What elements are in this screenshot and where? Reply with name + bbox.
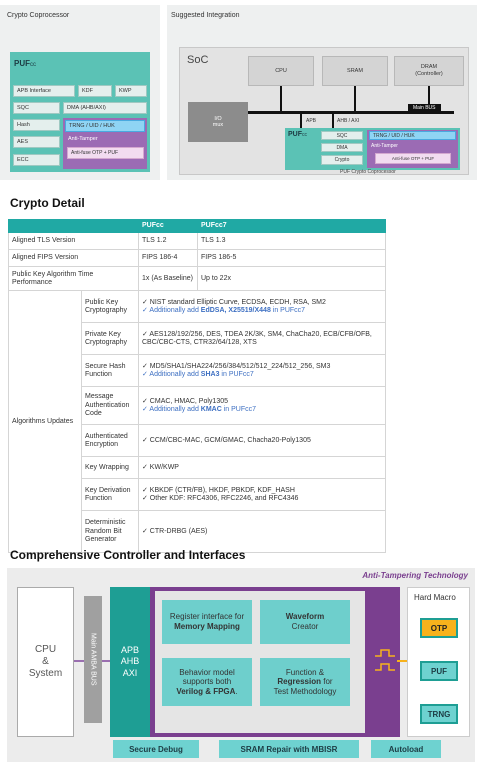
algo-text: ✓ KBKDF (CTR/FB), HKDF, PBKDF, KDF_HASH: [142, 486, 295, 494]
table-row: [9, 233, 386, 250]
algo-value: [139, 479, 386, 511]
table-row: [9, 291, 386, 323]
algo-label: Key Wrapping: [82, 457, 139, 479]
antifuse-box: Anti-fuse OTP + PUF: [67, 147, 144, 159]
row-label: Aligned FIPS Version: [9, 250, 139, 267]
algo-label: Key Derivation Function: [82, 479, 139, 511]
autoload-button: Autoload: [371, 740, 441, 758]
cpu-box: CPU: [248, 56, 314, 86]
trng-box: TRNG / UID / HUK: [65, 120, 145, 132]
controller-diagram: [7, 568, 475, 762]
table-row: [9, 250, 386, 267]
algo-value: [139, 323, 386, 355]
algo-label: Public Key Cryptography: [82, 291, 139, 323]
soc-trng-box: TRNG / UID / HUK: [369, 131, 456, 140]
dashed-link-bus: [102, 660, 110, 662]
algo-value: [139, 457, 386, 479]
algo-label: Deterministic Random Bit Generator: [82, 511, 139, 553]
behavior-model-box: Behavior model supports both Verilog & FPGA.: [162, 658, 252, 706]
sram-repair-button: SRAM Repair with MBISR: [219, 740, 359, 758]
algo-text: ✓ CMAC, HMAC, Poly1305: [142, 397, 228, 405]
row-value-pufcc: 1x (As Baseline): [139, 267, 198, 291]
algo-text: ✓ CCM/CBC-MAC, GCM/GMAC, Chacha20-Poly1305: [142, 436, 311, 444]
ahb-link: [332, 114, 334, 128]
crypto-detail-table: [8, 219, 386, 553]
soc-sqc-box: SQC: [321, 131, 363, 140]
amba-bus-box: [84, 596, 102, 723]
otp-chip: OTP: [420, 618, 458, 638]
soc-antifuse-box: Anti-fuse OTP + PUF: [375, 153, 451, 164]
algo-value: [139, 511, 386, 553]
aes-box: AES: [13, 136, 60, 148]
ecc-box: ECC: [13, 154, 60, 166]
algo-value: [139, 425, 386, 457]
algo-label: Secure Hash Function: [82, 355, 139, 387]
algo-value: [139, 355, 386, 387]
soc-crypto-box: Crypto: [321, 155, 363, 165]
apb-label: APB: [306, 118, 317, 124]
kdf-box: KDF: [78, 85, 112, 97]
algo-add: ✓ Additionally add EdDSA, X25519/X448 in PUFcc7: [142, 306, 306, 314]
interface-box: [110, 587, 150, 737]
anti-tamper-tech-label: Anti-Tampering Technology: [362, 571, 468, 580]
table-row: [9, 267, 386, 291]
algo-value: [139, 387, 386, 425]
row-value-pufcc7: FIPS 186-5: [198, 250, 386, 267]
soc-dma-box: DMA: [321, 143, 363, 152]
soc-pufcc-block: [285, 128, 460, 170]
header-empty: [9, 220, 139, 233]
controller-title: Comprehensive Controller and Interfaces: [10, 548, 246, 562]
dashed-link-left: [74, 660, 84, 662]
algo-add: ✓ Additionally add SHA3 in PUFcc7: [142, 370, 254, 378]
sram-box: SRAM: [322, 56, 388, 86]
apb-interface-box: APB Interface: [13, 85, 75, 97]
soc-block: [179, 47, 469, 175]
algo-text: ✓ KW/KWP: [142, 463, 179, 471]
table-header-row: [9, 220, 386, 233]
io-mux-box: I/O mux: [188, 102, 248, 142]
puf-chip: PUF: [420, 661, 458, 681]
algo-label: Message Authentication Code: [82, 387, 139, 425]
algo-text-2: ✓ Other KDF: RFC4306, RFC2246, and RFC4346: [142, 494, 299, 502]
group-label: Algorithms Updates: [9, 291, 82, 553]
hard-macro-box: [407, 587, 470, 737]
algo-label: Authenticated Encryption: [82, 425, 139, 457]
algo-label: Private Key Cryptography: [82, 323, 139, 355]
amba-bus-label: Main AMBA BUS: [89, 633, 97, 686]
row-label: Public Key Algorithm Time Performance: [9, 267, 139, 291]
row-value-pufcc: TLS 1.2: [139, 233, 198, 250]
sqc-box: SQC: [13, 102, 60, 114]
waveform-box: Waveform Creator: [260, 600, 350, 644]
function-regression-box: Function & Regression for Test Methodology: [260, 658, 350, 706]
cpu-system-label: CPU & System: [28, 644, 63, 679]
algo-text: ✓ MD5/SHA1/SHA224/256/384/512/512_224/512_256, SM3: [142, 362, 331, 370]
header-pufcc7: PUFcc7: [198, 220, 386, 233]
cpu-bus-link: [280, 86, 282, 111]
hash-box: Hash: [13, 119, 60, 131]
interface-label: APB AHB AXI: [120, 645, 140, 678]
integration-panel: [167, 5, 477, 180]
row-label: Aligned TLS Version: [9, 233, 139, 250]
coprocessor-panel: [0, 5, 160, 180]
main-bus-label: Main BUS: [408, 104, 441, 112]
row-value-pufcc7: TLS 1.3: [198, 233, 386, 250]
kwp-box: KWP: [115, 85, 147, 97]
algo-text: ✓ NIST standard Elliptic Curve, ECDSA, ECDH, RSA, SM2: [142, 298, 326, 306]
cpu-system-box: [17, 587, 74, 737]
algo-value: [139, 291, 386, 323]
apb-link: [300, 114, 302, 128]
ahb-label: AHB / AXI: [337, 118, 360, 124]
row-value-pufcc: FIPS 186-4: [139, 250, 198, 267]
soc-pufcc-brand: PUFcc: [288, 131, 307, 138]
trng-chip: TRNG: [420, 704, 458, 724]
crypto-detail-title: Crypto Detail: [10, 196, 85, 210]
coprocessor-panel-title: Crypto Coprocessor: [7, 12, 70, 19]
algo-text: ✓ CTR-DRBG (AES): [142, 527, 208, 535]
integration-panel-title: Suggested Integration: [171, 12, 240, 19]
soc-title: SoC: [187, 54, 209, 66]
pufcc-brand: PUFcc: [14, 59, 36, 68]
dma-box: DMA (AHB/AXI): [63, 102, 147, 114]
hard-macro-label: Hard Macro: [414, 593, 456, 602]
soc-anti-tamper-label: Anti-Tamper: [371, 143, 398, 149]
dram-box: DRAM (Controller): [394, 56, 464, 86]
dashed-link-right: [397, 660, 407, 662]
soc-caption: PUF Crypto Coprocessor: [340, 169, 396, 175]
pufcc-block: [10, 52, 150, 172]
sram-bus-link: [354, 86, 356, 111]
anti-tamper-label: Anti-Tamper: [68, 136, 98, 142]
header-pufcc: PUFcc: [139, 220, 198, 233]
secure-debug-button: Secure Debug: [113, 740, 199, 758]
algo-text: ✓ AES128/192/256, DES, TDEA 2K/3K, SM4, ChaCha20, ECB/CFB/OFB, CBC/CBC-CTS, CTR32/64/128, XTS: [142, 330, 372, 346]
pulse-icon: [373, 648, 397, 674]
register-interface-box: Register interface for Memory Mapping: [162, 600, 252, 644]
algo-add: ✓ Additionally add KMAC in PUFcc7: [142, 405, 257, 413]
row-value-pufcc7: Up to 22x: [198, 267, 386, 291]
